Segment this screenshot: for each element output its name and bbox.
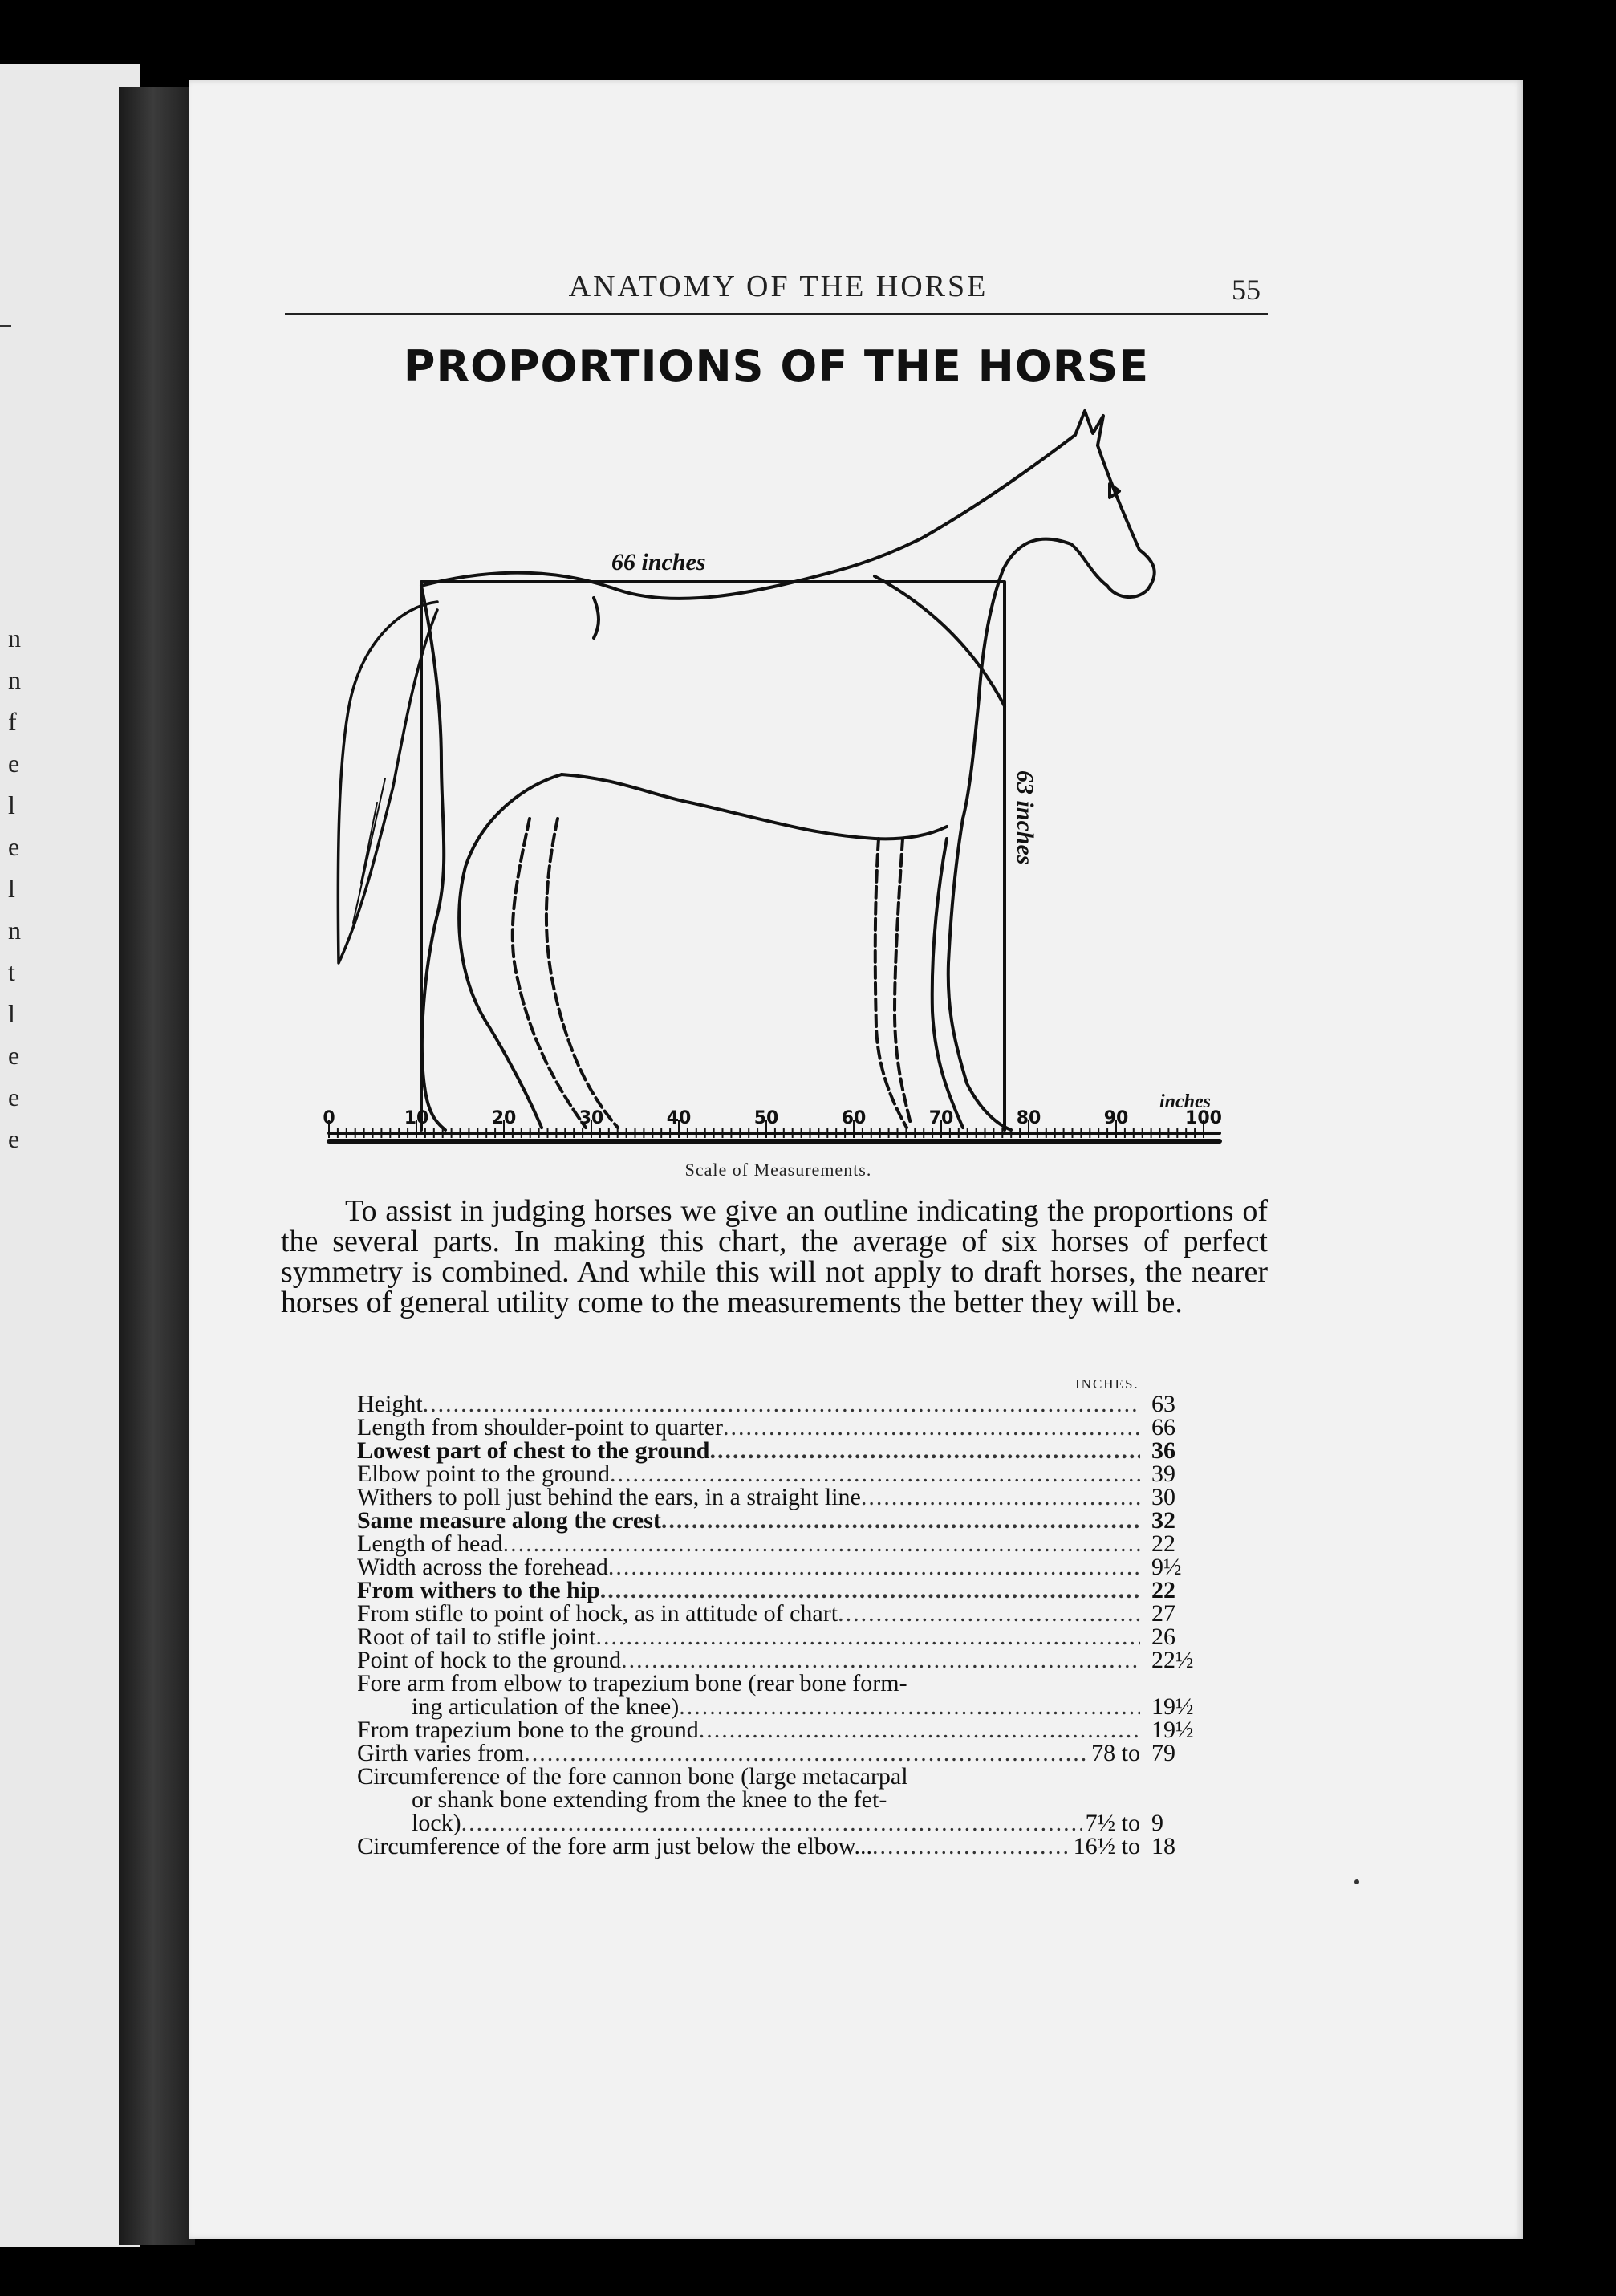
row-label: Same measure along the crest: [357, 1507, 661, 1534]
row-value: 66: [1151, 1414, 1175, 1441]
row-value: 39: [1151, 1461, 1175, 1487]
row-value: 19½: [1151, 1693, 1194, 1720]
table-unit-header: INCHES.: [1075, 1376, 1139, 1392]
facing-page-letter: t: [8, 957, 15, 986]
horse-hind-leg-front: [459, 774, 562, 1128]
row-label: Length from shoulder-point to quarter: [357, 1414, 723, 1441]
horse-hind-leg: [421, 586, 445, 1130]
row-label-continued: lock): [412, 1810, 461, 1836]
header-rule: [285, 313, 1268, 315]
leader-dots: [621, 1648, 1140, 1672]
row-value: 79: [1151, 1740, 1175, 1766]
horse-proportions-figure: [313, 401, 1244, 1164]
table-row: [357, 1625, 1204, 1648]
facing-page-text-fragments: [0, 0, 48, 1236]
scale-tick-label: 80: [1016, 1108, 1041, 1128]
row-label: Point of hock to the ground: [357, 1647, 622, 1673]
table-row-continuation: [357, 1811, 1204, 1835]
table-row: [357, 1439, 1204, 1462]
leader-dots: [679, 1695, 1140, 1718]
table-row: [357, 1648, 1204, 1672]
horse-face: [1071, 445, 1155, 597]
facing-page-letter: e: [8, 749, 20, 778]
length-label: 66 inches: [611, 549, 706, 575]
row-label: Root of tail to stifle joint: [357, 1623, 596, 1650]
table-row: [357, 1579, 1204, 1602]
leader-dots: [838, 1602, 1140, 1625]
row-value: 22½: [1151, 1647, 1194, 1673]
row-label: From withers to the hip: [357, 1577, 600, 1603]
table-row: [357, 1602, 1204, 1625]
horse-back-outline: [421, 435, 1075, 599]
row-value: 63: [1151, 1391, 1175, 1417]
row-value: 22: [1151, 1577, 1175, 1603]
facing-page-letter: l: [8, 790, 15, 819]
table-row-continuation: [357, 1788, 1204, 1811]
scale-tick-label: 0: [323, 1108, 335, 1128]
table-row: [357, 1835, 1204, 1858]
row-label: Circumference of the fore arm just below the elbow...: [357, 1833, 872, 1859]
horse-front-leg-far: [895, 839, 911, 1124]
row-label: Circumference of the fore cannon bone (large metacarpal: [357, 1763, 908, 1790]
scale-unit-label: inches: [1159, 1091, 1212, 1112]
leader-dots: [872, 1835, 1070, 1858]
facing-page-letter: e: [8, 1083, 20, 1111]
facing-page-letter: e: [8, 1124, 20, 1153]
leader-dots: [595, 1625, 1140, 1648]
row-value: 22: [1151, 1530, 1175, 1557]
table-row: [357, 1741, 1204, 1765]
leader-dots: [461, 1811, 1082, 1835]
scale-tick-label: 100: [1185, 1108, 1222, 1128]
facing-page-letter: n: [8, 665, 21, 694]
table-row: [357, 1485, 1204, 1509]
leader-dots: [608, 1555, 1140, 1579]
measurement-box: [421, 582, 1005, 1130]
leader-dots: [709, 1439, 1140, 1462]
table-row: [357, 1392, 1204, 1416]
row-label-continued: or shank bone extending from the knee to the fet-: [412, 1786, 887, 1813]
scale-tick-label: 90: [1103, 1108, 1129, 1128]
row-value: 30: [1151, 1484, 1175, 1510]
row-label: Fore arm from elbow to trapezium bone (rear bone form-: [357, 1670, 907, 1697]
leader-dots: [723, 1416, 1140, 1439]
scale-tick-label: 30: [579, 1108, 604, 1128]
table-row: [357, 1416, 1204, 1439]
facing-page-letter: e: [8, 832, 20, 861]
table-row: [357, 1462, 1204, 1485]
leader-dots: [610, 1462, 1140, 1485]
facing-page-letter: f: [8, 707, 17, 736]
horse-belly: [562, 774, 947, 839]
leader-dots: [423, 1392, 1140, 1416]
measurements-table: [357, 1392, 1204, 1858]
leader-dots: [600, 1579, 1140, 1602]
scale-tick-label: 70: [928, 1108, 954, 1128]
row-label: Girth varies from: [357, 1740, 525, 1766]
row-label: From stifle to point of hock, as in attitude of chart: [357, 1600, 838, 1627]
book-gutter: [119, 87, 195, 2245]
intro-paragraph: [281, 1196, 1268, 1318]
horse-tail-hair: [353, 778, 385, 923]
row-label: From trapezium bone to the ground: [357, 1717, 699, 1743]
row-value: 18: [1151, 1833, 1175, 1859]
scale-tick-label: 20: [491, 1108, 517, 1128]
leader-dots: [861, 1485, 1140, 1509]
table-row: [357, 1509, 1204, 1532]
table-row: [357, 1555, 1204, 1579]
facing-page-letter: e: [8, 1041, 20, 1070]
row-label: Withers to poll just behind the ears, in a straight line: [357, 1484, 861, 1510]
leader-dots: [661, 1509, 1140, 1532]
row-range: 78 to: [1091, 1740, 1140, 1766]
row-value: 19½: [1151, 1717, 1194, 1743]
facing-page-letter: n: [8, 624, 21, 652]
scale-tick-labels: [323, 1108, 1222, 1128]
row-value: 27: [1151, 1600, 1175, 1627]
row-value: 36: [1151, 1437, 1175, 1464]
facing-page-letter: l: [8, 874, 15, 903]
row-value: 32: [1151, 1507, 1175, 1534]
leader-dots: [503, 1532, 1140, 1555]
leader-dots: [699, 1718, 1140, 1741]
figure-caption: Scale of Measurements.: [684, 1160, 872, 1180]
row-label: Length of head: [357, 1530, 503, 1557]
scale-tick-label: 60: [841, 1108, 867, 1128]
table-row: [357, 1672, 1204, 1695]
horse-flank-mark: [594, 598, 599, 638]
row-label: Height: [357, 1391, 423, 1417]
row-value: 26: [1151, 1623, 1175, 1650]
page-number: 55: [1232, 274, 1261, 306]
row-range: 16½ to: [1073, 1833, 1140, 1859]
row-label: Width across the forehead: [357, 1554, 608, 1580]
page-title: PROPORTIONS OF THE HORSE: [403, 341, 1150, 392]
height-label: 63 inches: [1012, 770, 1038, 865]
row-value: 9½: [1151, 1554, 1182, 1580]
row-label: Elbow point to the ground: [357, 1461, 610, 1487]
table-row: [357, 1718, 1204, 1741]
scale-tick-label: 10: [404, 1108, 429, 1128]
row-value: 9: [1151, 1810, 1163, 1836]
scale-tick-label: 50: [753, 1108, 779, 1128]
row-label: Lowest part of chest to the ground: [357, 1437, 710, 1464]
table-row: [357, 1532, 1204, 1555]
row-label-continued: ing articulation of the knee): [412, 1693, 680, 1720]
table-row-continuation: [357, 1695, 1204, 1718]
running-head: ANATOMY OF THE HORSE: [568, 270, 989, 303]
scale-tick-label: 40: [666, 1108, 692, 1128]
page-speck: [1354, 1879, 1359, 1884]
leader-dots: [524, 1741, 1088, 1765]
facing-page-letter: n: [8, 916, 21, 945]
table-row: [357, 1765, 1204, 1788]
horse-ears: [1075, 411, 1103, 445]
facing-page-letter: l: [8, 999, 15, 1028]
facing-page-mark: [0, 325, 11, 327]
row-range: 7½ to: [1085, 1810, 1140, 1836]
horse-front-leg: [948, 819, 1011, 1130]
intro-text: To assist in judging horses we give an outline indicating the proportions of the several parts. In making this chart, the average of six horses of perfect symmetry is combined. And while this will not apply to draft horses, the nearer horses of general utility come to the measurements the better they will be.: [281, 1194, 1268, 1319]
